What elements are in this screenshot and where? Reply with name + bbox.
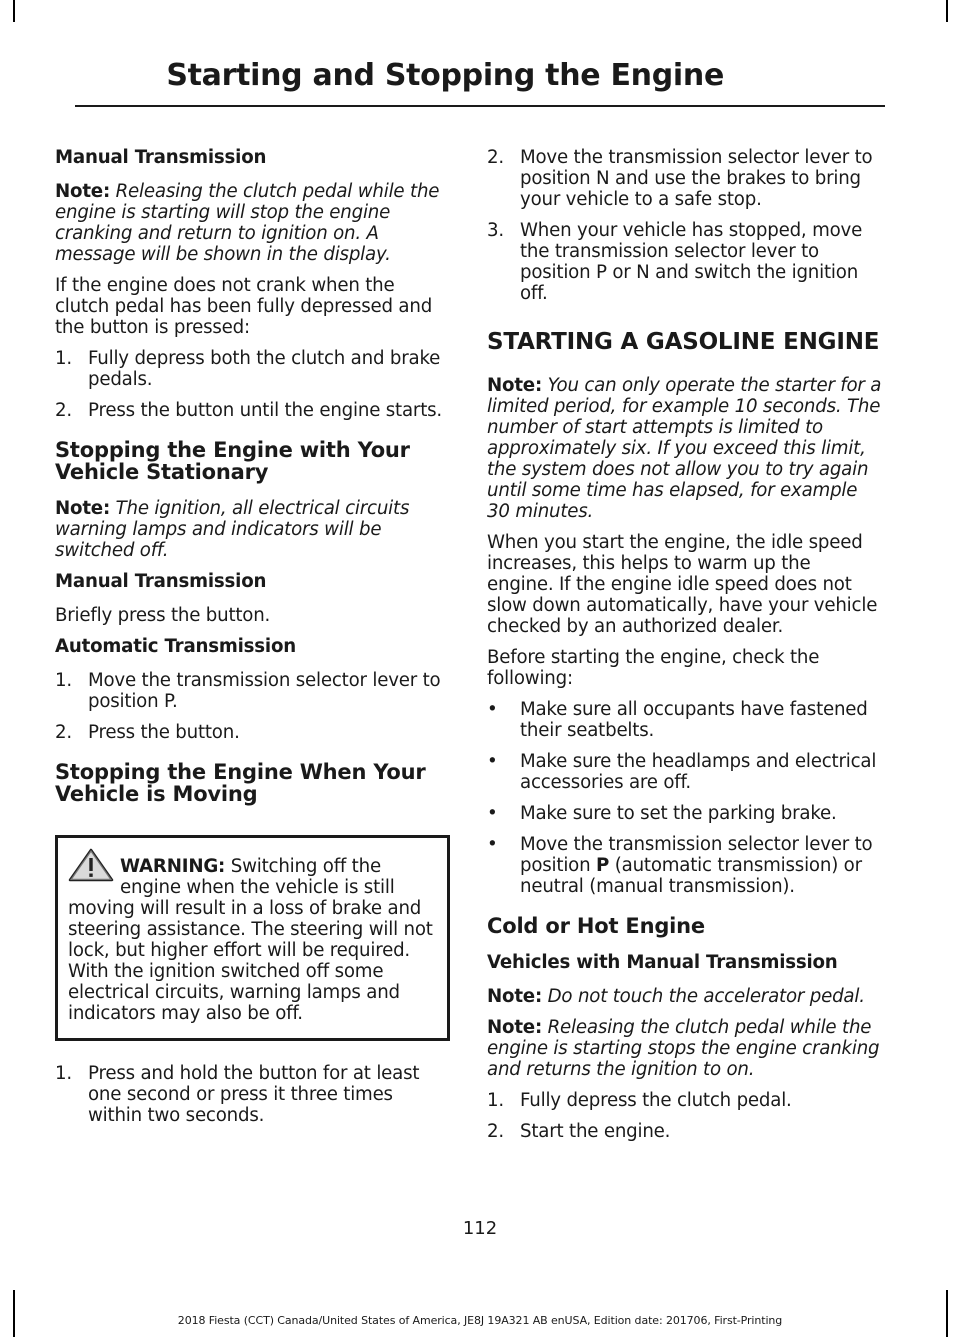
list-item	[55, 348, 450, 390]
bullet-item	[487, 751, 882, 793]
note	[55, 181, 450, 265]
list-text: Move the transmission selector lever to position N and use the brakes to bring your vehicle to a safe stop.	[520, 147, 873, 210]
bullet-item	[487, 834, 882, 897]
note-label: Note:	[487, 375, 543, 396]
paragraph: When you start the engine, the idle speed increases, this helps to warm up the engine. If the engine idle speed does not slow down automatically, have your vehicle checked by an authorized dealer.	[487, 532, 878, 637]
list-item	[55, 722, 450, 743]
list-number: 1.	[55, 348, 72, 369]
note-text: Releasing the clutch pedal while the engine is starting stops the engine cranking and returns the ignition to on.	[487, 1017, 880, 1080]
crop-mark	[13, 0, 15, 22]
paragraph: Briefly press the button.	[55, 605, 271, 626]
list-number: 3.	[487, 220, 504, 241]
list-text: Fully depress the clutch pedal.	[520, 1090, 792, 1111]
list-item	[55, 400, 450, 421]
bullet-item	[487, 699, 882, 741]
list-number: 1.	[55, 1063, 72, 1084]
list-text: When your vehicle has stopped, move the transmission selector lever to position P or N and switch the ignition off.	[520, 220, 863, 304]
left-column	[55, 147, 450, 1136]
list-number: 1.	[487, 1090, 504, 1111]
section-heading: STARTING A GASOLINE ENGINE	[487, 329, 880, 355]
note	[487, 375, 882, 522]
list-number: 2.	[487, 147, 504, 168]
page-title: Starting and Stopping the Engine	[166, 58, 724, 93]
list-text: Press the button.	[88, 722, 240, 743]
note-label: Note:	[55, 498, 111, 519]
page-number: 112	[462, 1218, 498, 1239]
list-text: Move the transmission selector lever to position P.	[88, 670, 441, 712]
bullet-text-bold: P	[596, 855, 610, 876]
bullet-text-post: (automatic transmission) or neutral (manual transmission).	[520, 855, 862, 897]
list-item	[55, 1063, 450, 1126]
note	[487, 986, 882, 1007]
paragraph: Before starting the engine, check the following:	[487, 647, 820, 689]
note-text: Do not touch the accelerator pedal.	[547, 986, 865, 1007]
note-label: Note:	[55, 181, 111, 202]
warning-text: Switching off the engine when the vehicle is still moving will result in a loss of brake and steering assistance. The steering will not lock, but higher effort will be required. With the ignition switched off some electrical circuits, warning lamps and indicators may also be off.	[68, 856, 433, 1024]
list-number: 2.	[487, 1121, 504, 1142]
bullet-text: Make sure all occupants have fastened their seatbelts.	[520, 699, 868, 741]
list-text: Fully depress both the clutch and brake pedals.	[88, 348, 441, 390]
bullet-text: Make sure to set the parking brake.	[520, 803, 837, 824]
note-label: Note:	[487, 986, 543, 1007]
note-text: The ignition, all electrical circuits warning lamps and indicators will be switched off.	[55, 498, 410, 561]
subheading: Manual Transmission	[55, 571, 267, 592]
list-number: 1.	[55, 670, 72, 691]
paragraph: If the engine does not crank when the clutch pedal has been fully depressed and the button is pressed:	[55, 275, 433, 338]
list-item	[487, 1121, 882, 1142]
bullet-text-pre: Move the transmission selector lever to position	[520, 834, 873, 876]
bullet-mark: •	[487, 751, 498, 772]
section-heading: Stopping the Engine with Your Vehicle Stationary	[55, 438, 410, 484]
list-number: 2.	[55, 722, 72, 743]
subheading: Manual Transmission	[55, 147, 267, 168]
list-text: Press the button until the engine starts.	[88, 400, 442, 421]
section-heading: Stopping the Engine When Your Vehicle is Moving	[55, 760, 426, 806]
warning-box	[55, 835, 450, 1041]
subheading: Automatic Transmission	[55, 636, 297, 657]
note	[487, 1017, 882, 1080]
bullet-item	[487, 803, 882, 824]
note-text: Releasing the clutch pedal while the engine is starting will stop the engine cranking and return to ignition on. A message will be shown in the display.	[55, 181, 440, 265]
list-item	[487, 220, 882, 304]
right-column	[487, 147, 882, 1152]
bullet-mark: •	[487, 803, 498, 824]
warning-label: WARNING:	[120, 856, 226, 877]
list-number: 2.	[55, 400, 72, 421]
crop-mark	[946, 0, 948, 22]
list-item	[487, 1090, 882, 1111]
bullet-mark: •	[487, 834, 498, 855]
header-rule	[75, 105, 885, 107]
list-item	[55, 670, 450, 712]
note-text: You can only operate the starter for a limited period, for example 10 seconds. The number of start attempts is limited to approximately six. If you exceed this limit, the system does not allow you to try again until some time has elapsed, for example 30 minutes.	[487, 375, 882, 522]
note-label: Note:	[487, 1017, 543, 1038]
bullet-text: Make sure the headlamps and electrical accessories are off.	[520, 751, 877, 793]
warning-triangle-icon	[68, 848, 114, 882]
list-text: Start the engine.	[520, 1121, 671, 1142]
note	[55, 498, 450, 561]
list-item	[487, 147, 882, 210]
footer-text: 2018 Fiesta (CCT) Canada/United States of America, JE8J 19A321 AB enUSA, Edition date: 201706, First-Printing	[177, 1314, 783, 1327]
bullet-mark: •	[487, 699, 498, 720]
section-heading: Cold or Hot Engine	[487, 914, 705, 938]
subheading: Vehicles with Manual Transmission	[487, 952, 838, 973]
list-text: Press and hold the button for at least one second or press it three times within two seconds.	[88, 1063, 420, 1126]
